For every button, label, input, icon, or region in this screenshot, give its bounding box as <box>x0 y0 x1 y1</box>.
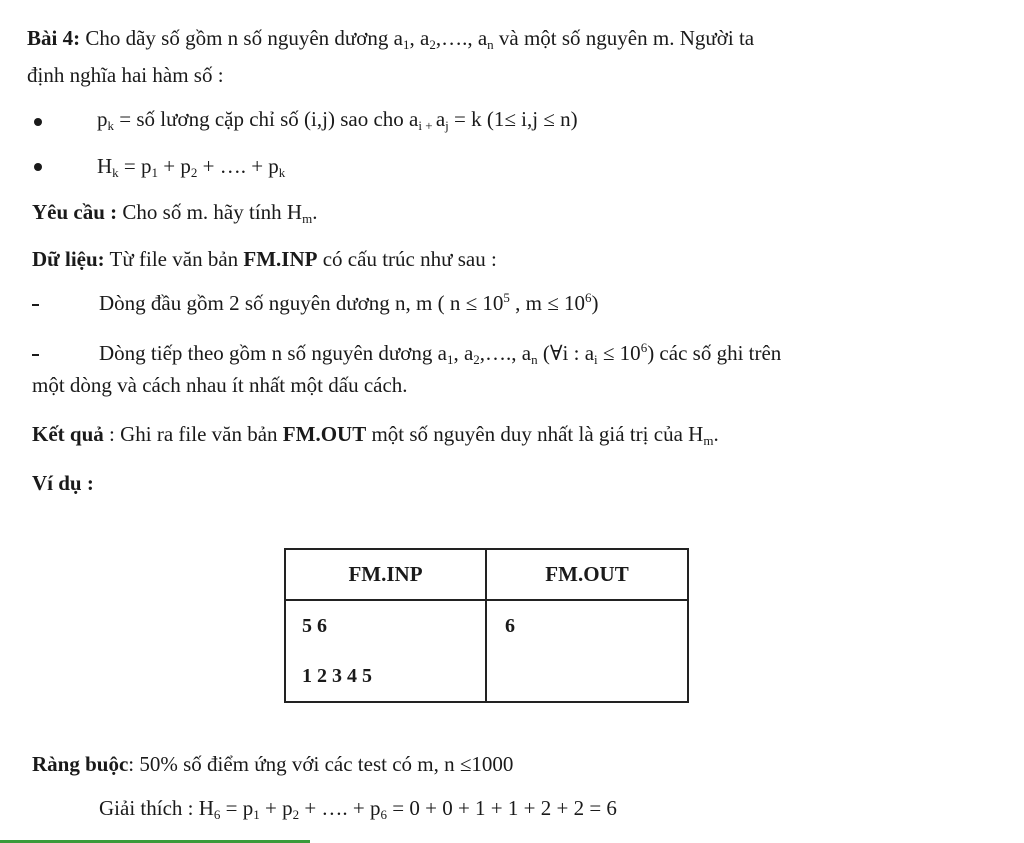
inp-line1: 5 6 <box>302 615 327 637</box>
input-line2-text: ,…., a <box>479 341 532 365</box>
constraints-label: Ràng buộc <box>32 752 129 776</box>
input-file-name: FM.INP <box>243 247 318 271</box>
explanation-text: = 0 + 0 + 1 + 1 + 2 + 2 = 6 <box>387 796 617 820</box>
input-line1-text: ) <box>591 291 599 315</box>
subscript: 6 <box>213 807 221 822</box>
input-label: Dữ liệu: <box>32 247 105 271</box>
input-line2-text: (∀i : a <box>537 341 595 365</box>
superscript: 5 <box>503 290 510 305</box>
subscript: i + <box>418 118 436 133</box>
h-definition-text: + …. + p <box>197 154 279 178</box>
subscript: 1 <box>446 352 454 367</box>
input-spec <box>32 246 497 272</box>
input-text: có cấu trúc như sau : <box>317 247 497 271</box>
dash-icon <box>32 354 39 356</box>
explanation-text: + p <box>259 796 293 820</box>
explanation-text: Giải thích : H <box>99 796 214 820</box>
out-value: 6 <box>505 615 515 637</box>
subscript: 2 <box>190 165 198 180</box>
explanation-text: + …. + p <box>299 796 381 820</box>
output-spec <box>32 421 719 447</box>
table-header-row <box>285 549 688 600</box>
output-end: . <box>713 422 719 446</box>
input-line2 <box>99 340 781 366</box>
input-line2-text: Dòng tiếp theo gồm n số nguyên dương a <box>99 341 447 365</box>
explanation <box>99 795 617 821</box>
input-line1 <box>99 290 599 316</box>
subscript: i <box>594 352 598 367</box>
p-definition-tail: = k (1≤ i,j ≤ n) <box>448 107 578 131</box>
subscript: 1 <box>402 37 410 52</box>
table-header-out: FM.OUT <box>486 549 688 600</box>
output-label: Kết quả <box>32 422 104 446</box>
table-header-inp: FM.INP <box>285 549 486 600</box>
problem-intro <box>27 25 754 51</box>
problem-intro-line2: định nghĩa hai hàm số : <box>27 63 224 87</box>
explanation-text: = p <box>220 796 254 820</box>
subscript: m <box>703 433 714 448</box>
subscript: m <box>302 211 313 226</box>
dash-icon <box>32 304 39 306</box>
a-symbol: a <box>435 107 446 131</box>
subscript: 1 <box>151 165 159 180</box>
subscript: 1 <box>253 807 260 822</box>
table-cell-out <box>486 600 688 702</box>
bullet-dot-icon <box>34 118 42 126</box>
input-line3: một dòng và cách nhau ít nhất một dấu cách. <box>32 373 408 397</box>
requirement-label: Yêu cầu : <box>32 200 118 224</box>
superscript: 6 <box>585 290 592 305</box>
intro-text: và một số nguyên m. Người ta <box>493 26 755 50</box>
h-definition <box>97 153 285 179</box>
input-text: Từ file văn bản <box>104 247 244 271</box>
input-line2-text: ) các số ghi trên <box>647 341 782 365</box>
intro-text: , a <box>409 26 430 50</box>
constraints <box>32 751 513 777</box>
output-file-name: FM.OUT <box>282 422 367 446</box>
subscript: k <box>278 165 286 180</box>
constraints-text: : 50% số điểm ứng với các test có m, n ≤1000 <box>128 752 514 776</box>
subscript: 2 <box>473 352 480 367</box>
h-definition-text: = p <box>118 154 152 178</box>
intro-text: ,…., a <box>435 26 488 50</box>
p-definition <box>97 106 578 132</box>
table-cell-inp <box>285 600 486 702</box>
inp-line2: 1 2 3 4 5 <box>302 665 372 687</box>
example-table <box>284 548 689 703</box>
table-row <box>285 600 688 702</box>
requirement <box>32 199 317 225</box>
subscript: j <box>445 118 449 133</box>
h-symbol: H <box>97 154 113 178</box>
example-label-text: Ví dụ : <box>32 471 94 495</box>
subscript: 2 <box>429 37 436 52</box>
subscript: 2 <box>292 807 300 822</box>
output-text: một số nguyên duy nhất là giá trị của H <box>366 422 704 446</box>
requirement-text: Cho số m. hãy tính H <box>117 200 303 224</box>
superscript: 6 <box>640 340 648 355</box>
subscript: k <box>107 118 114 133</box>
bullet-dot-icon <box>34 163 42 171</box>
subscript: 6 <box>380 807 388 822</box>
input-line2-text: , a <box>453 341 474 365</box>
requirement-end: . <box>312 200 318 224</box>
intro-text-a: Cho dãy số gồm n số nguyên dương a <box>80 26 403 50</box>
subscript: n <box>487 37 494 52</box>
input-line2-text: ≤ 10 <box>597 341 641 365</box>
input-line1-text: Dòng đầu gồm 2 số nguyên dương n, m ( n ≤ 10 <box>99 291 504 315</box>
input-line1-text: , m ≤ 10 <box>509 291 586 315</box>
p-symbol: p <box>97 107 108 131</box>
h-definition-text: + p <box>158 154 191 178</box>
problem-title: Bài 4: <box>27 26 81 50</box>
subscript: k <box>112 165 119 180</box>
subscript: n <box>531 352 538 367</box>
example-label <box>32 470 94 496</box>
p-definition-text: = số lương cặp chỉ số (i,j) sao cho a <box>114 107 419 131</box>
output-text: : Ghi ra file văn bản <box>103 422 283 446</box>
